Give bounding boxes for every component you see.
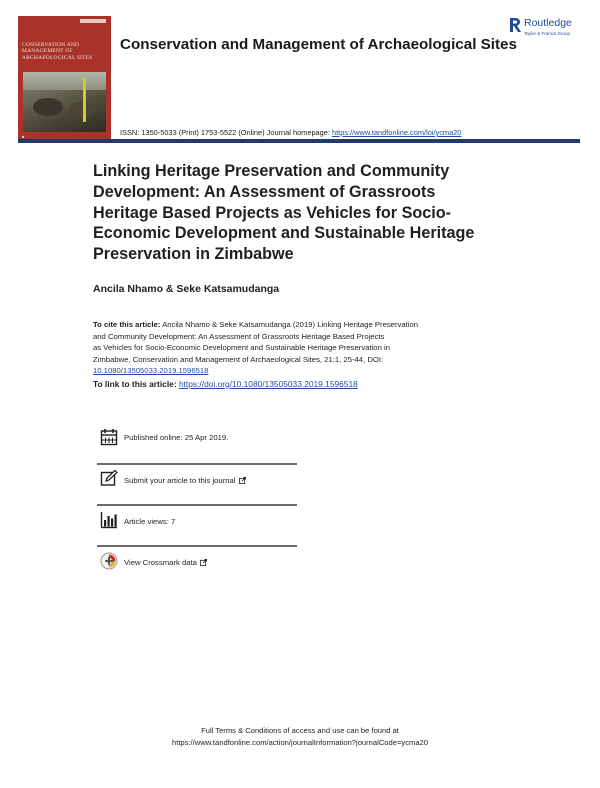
cover-label-strip — [80, 19, 106, 23]
bar-chart-icon — [100, 511, 118, 529]
article-authors[interactable]: Ancila Nhamo & Seke Katsamudanga — [93, 283, 280, 295]
issn-line — [120, 128, 461, 137]
crossmark-row[interactable] — [97, 546, 297, 586]
footer — [0, 725, 600, 748]
routledge-r-icon — [509, 17, 521, 33]
published-date: Published online: 25 Apr 2019. — [124, 433, 229, 442]
external-link-icon — [239, 477, 246, 484]
calendar-icon — [100, 428, 118, 446]
article-views: Article views: 7 — [124, 517, 176, 526]
footer-terms-text: Full Terms & Conditions of access and use can be found at — [201, 726, 399, 735]
citation-block: To cite this article: Ancila Nhamo & Seke Katsamudanga (2019) Linking Heritage Preservation and Community Development: An Assessment of Grassroots Heritage Based Projects as Vehicles for Socio-Economic Development and Sustainable Heritage Preservation in Zimbabwe, Conservation and Management of Archaeological Sites, 21:1, 25-44, DOI: 10.1080/13505033.2019.1596518 — [93, 319, 513, 377]
routledge-logo[interactable] — [509, 14, 591, 44]
submit-row[interactable] — [97, 464, 297, 504]
doi-link[interactable]: 10.1080/13505033.2019.1596518 — [93, 366, 209, 376]
views-row — [97, 505, 297, 545]
link-label: To link to this article: — [93, 379, 179, 389]
article-doi-url[interactable]: https://doi.org/10.1080/13505033.2019.1596518 — [178, 379, 358, 389]
cover-logo-icon: ■ — [22, 134, 25, 139]
external-link-icon — [200, 559, 207, 566]
crossmark-icon — [100, 552, 118, 570]
article-title: Linking Heritage Preservation and Community Development: An Assessment of Grassroots Heritage Based Projects as Vehicles for Socio- Economic Development and Sustainable Heritage Preservation in Zimbabwe — [93, 162, 475, 264]
issn-text: ISSN: 1350-5033 (Print) 1753-5522 (Online) Journal homepage: — [120, 128, 332, 137]
edit-icon — [100, 469, 118, 487]
footer-terms-url[interactable]: https://www.tandfonline.com/action/journalInformation?journalCode=ycma20 — [171, 737, 428, 747]
citation-label: To cite this article: — [93, 320, 161, 329]
submit-article-link[interactable]: Submit your article to this journal — [124, 476, 246, 485]
cover-title: CONSERVATION AND MANAGEMENT OF ARCHAEOLOGICAL SITES — [22, 42, 93, 61]
journal-homepage-link[interactable]: https://www.tandfonline.com/loi/ycma20 — [332, 128, 462, 137]
cover-photo — [23, 72, 106, 132]
published-row — [97, 422, 297, 462]
journal-title[interactable]: Conservation and Management of Archaeological Sites — [120, 36, 517, 53]
publisher-subtitle: Taylor & Francis Group — [524, 31, 571, 36]
crossmark-link[interactable]: View Crossmark data — [124, 558, 207, 567]
article-link-line — [93, 379, 358, 389]
publisher-name: Routledge — [524, 17, 572, 29]
journal-cover-image — [18, 16, 111, 139]
header-divider — [18, 139, 580, 143]
